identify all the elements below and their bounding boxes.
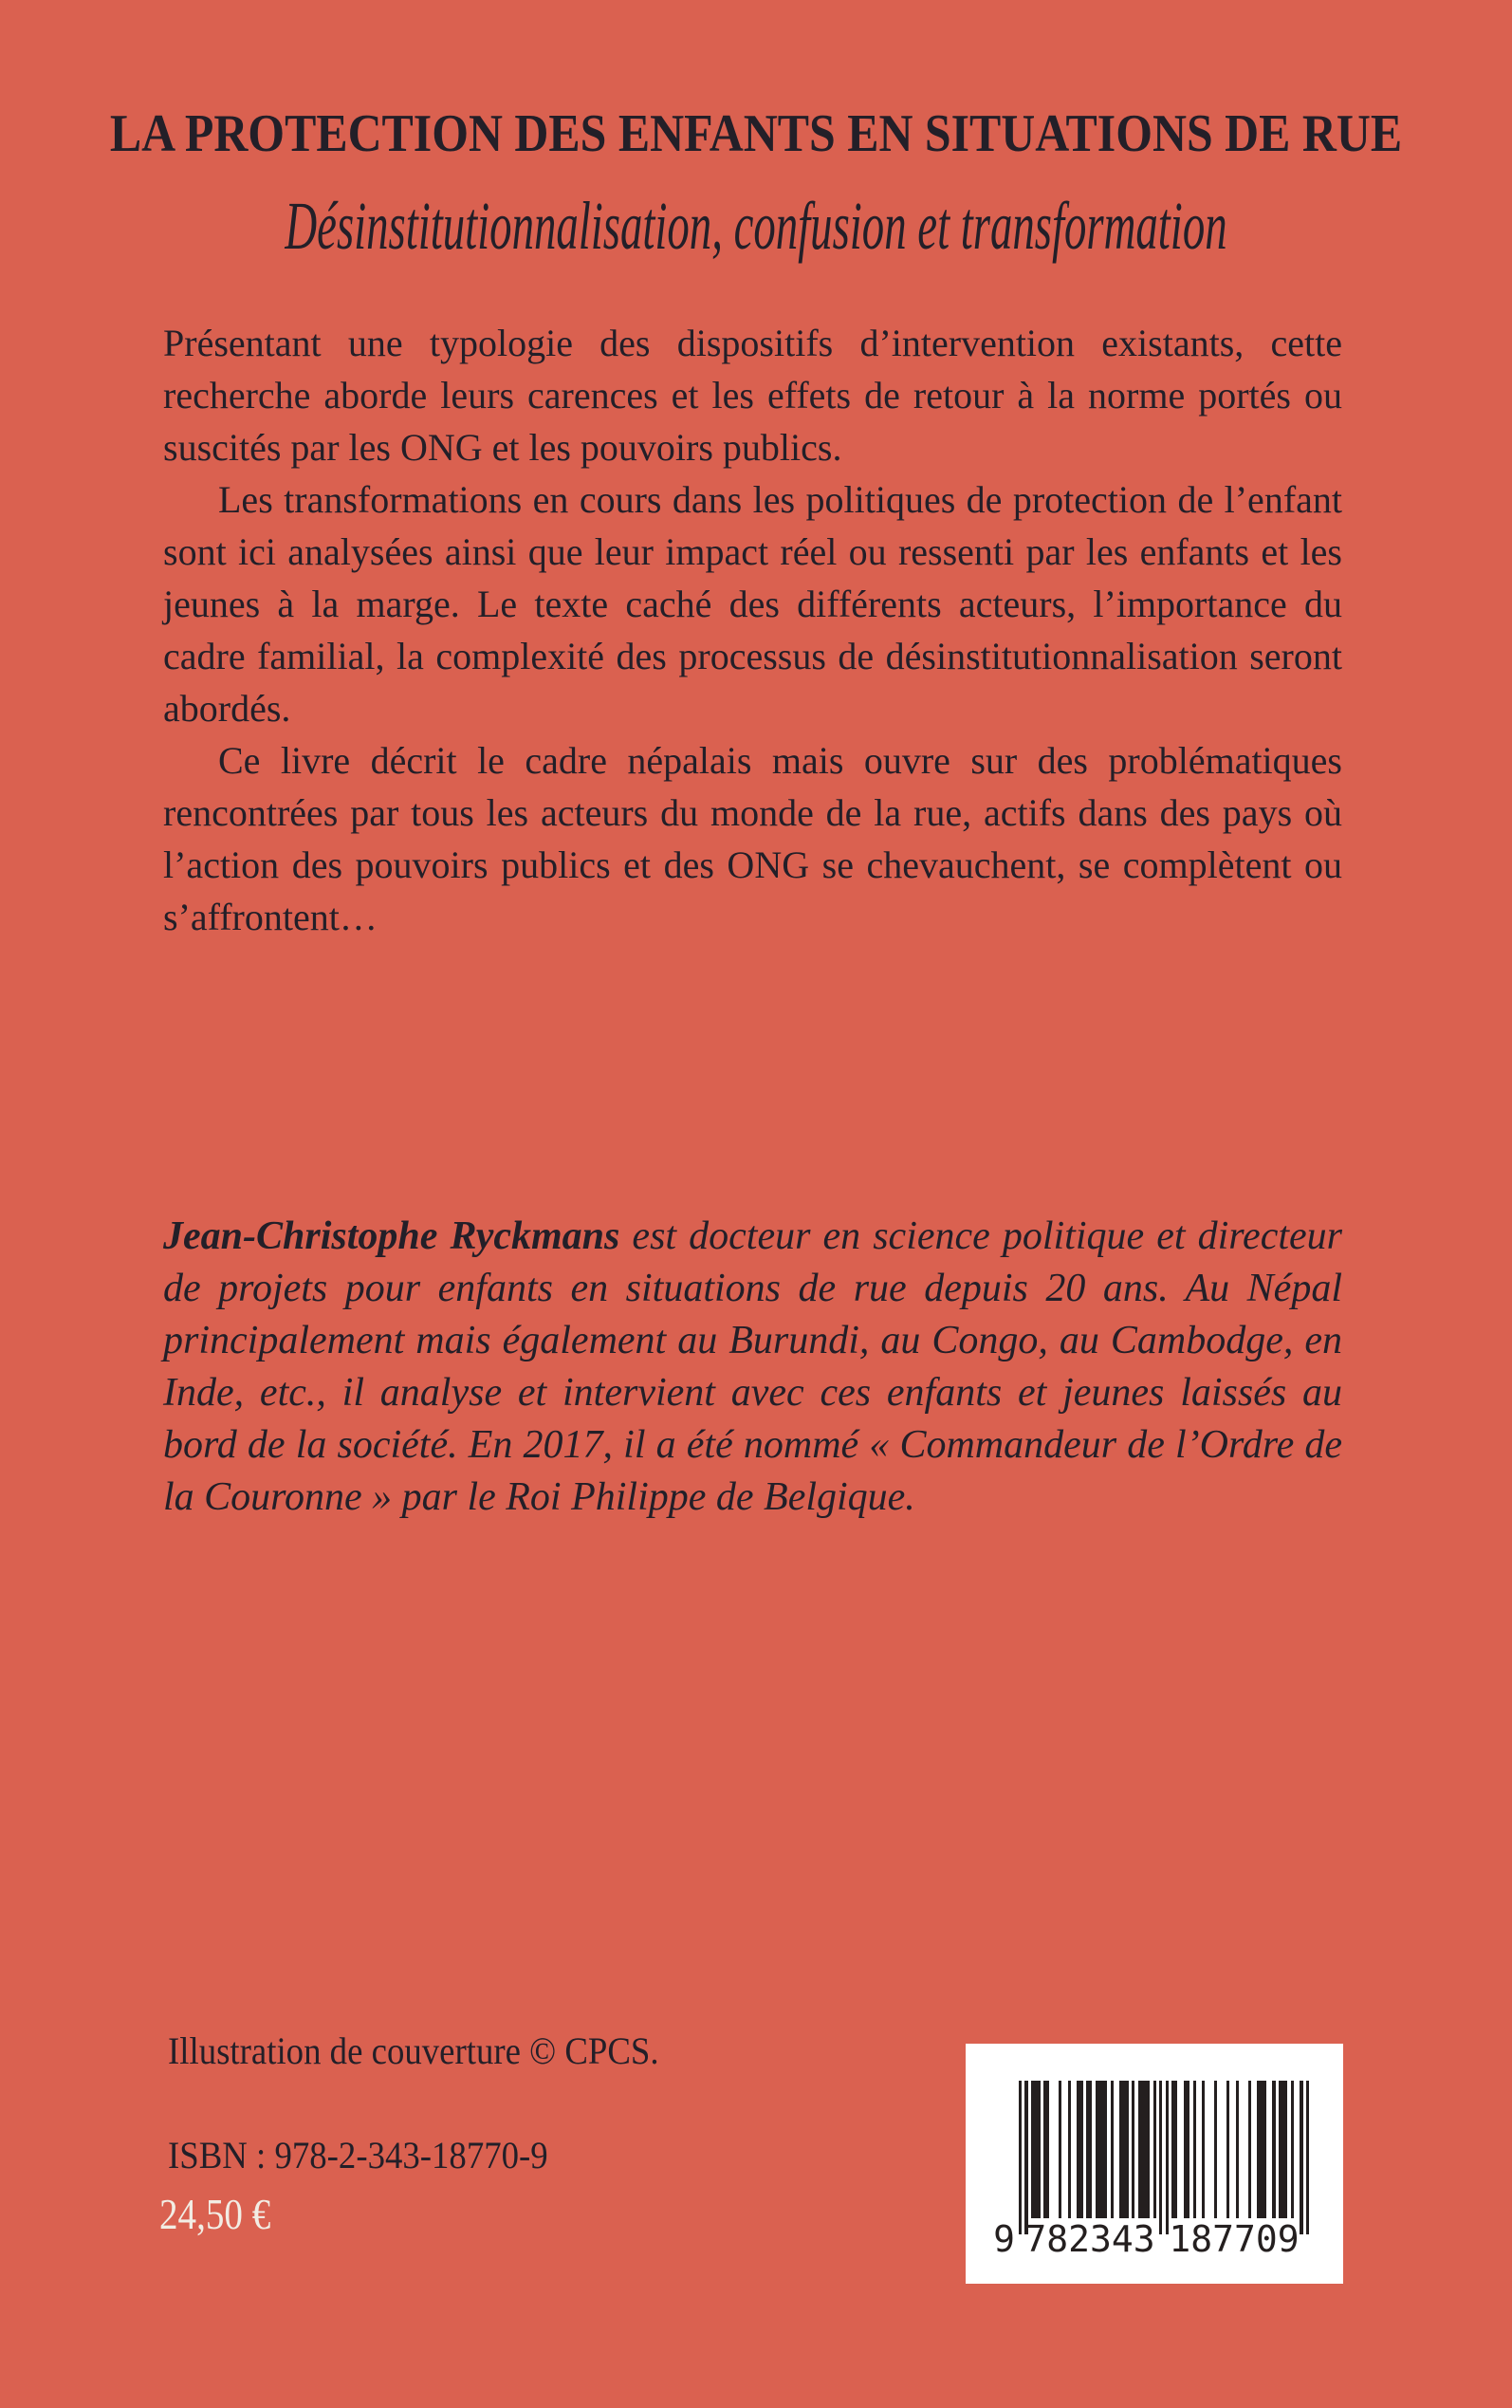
barcode xyxy=(966,2044,1343,2284)
barcode-digit-first: 9 xyxy=(993,2218,1015,2260)
author-bio-text: est docteur en science politique et directeur de projets pour enfants en situations de rue depuis 20 ans. Au Népal principalement mais également au Burundi, au Congo, au Cambodge, en Inde, etc., il analyse et intervient avec ces enfants et jeunes laissés au bord de la société. En 2017, il a été nommé « Commandeur de l’Ordre de la Couronne » par le Roi Philippe de Belgique. xyxy=(163,1214,1342,1519)
author-name: Jean-Christophe Ryckmans xyxy=(163,1214,620,1258)
synopsis xyxy=(163,317,1342,943)
illustration-credit: Illustration de couverture © CPCS. xyxy=(168,2029,659,2072)
barcode-digits-right: 187709 xyxy=(1169,2218,1300,2260)
synopsis-paragraph-3: Ce livre décrit le cadre népalais mais ouvre sur des problématiques rencontrées par tous les acteurs du monde de la rue, actifs dans des pays où l’action des pouvoirs publics et des ONG se chevauchent, se complètent ou s’affrontent… xyxy=(163,739,1342,938)
author-bio-paragraph xyxy=(163,1211,1342,1524)
barcode-digits-left: 782343 xyxy=(1024,2218,1155,2260)
barcode-bars xyxy=(1019,2081,1309,2234)
price: 24,50 € xyxy=(159,2190,271,2238)
synopsis-paragraph-1: Présentant une typologie des dispositifs d’intervention existants, cette recherche aborde leurs carences et les effets de retour à la norme portés ou suscités par les ONG et les pouvoirs publics. xyxy=(163,322,1342,469)
book-title: LA PROTECTION DES ENFANTS EN SITUATIONS DE RUE xyxy=(109,104,1403,163)
book-subtitle: Désinstitutionnalisation, confusion et transformation xyxy=(285,188,1227,264)
isbn-line: ISBN : 978-2-343-18770-9 xyxy=(168,2134,548,2176)
author-bio xyxy=(163,1211,1342,1524)
synopsis-paragraph-2: Les transformations en cours dans les politiques de protection de l’enfant sont ici analysées ainsi que leur impact réel ou ressenti par les enfants et les jeunes à la marge. Le texte caché des différents acteurs, l’importance du cadre familial, la complexité des processus de désinstitutionnalisation seront abordés. xyxy=(163,478,1342,730)
